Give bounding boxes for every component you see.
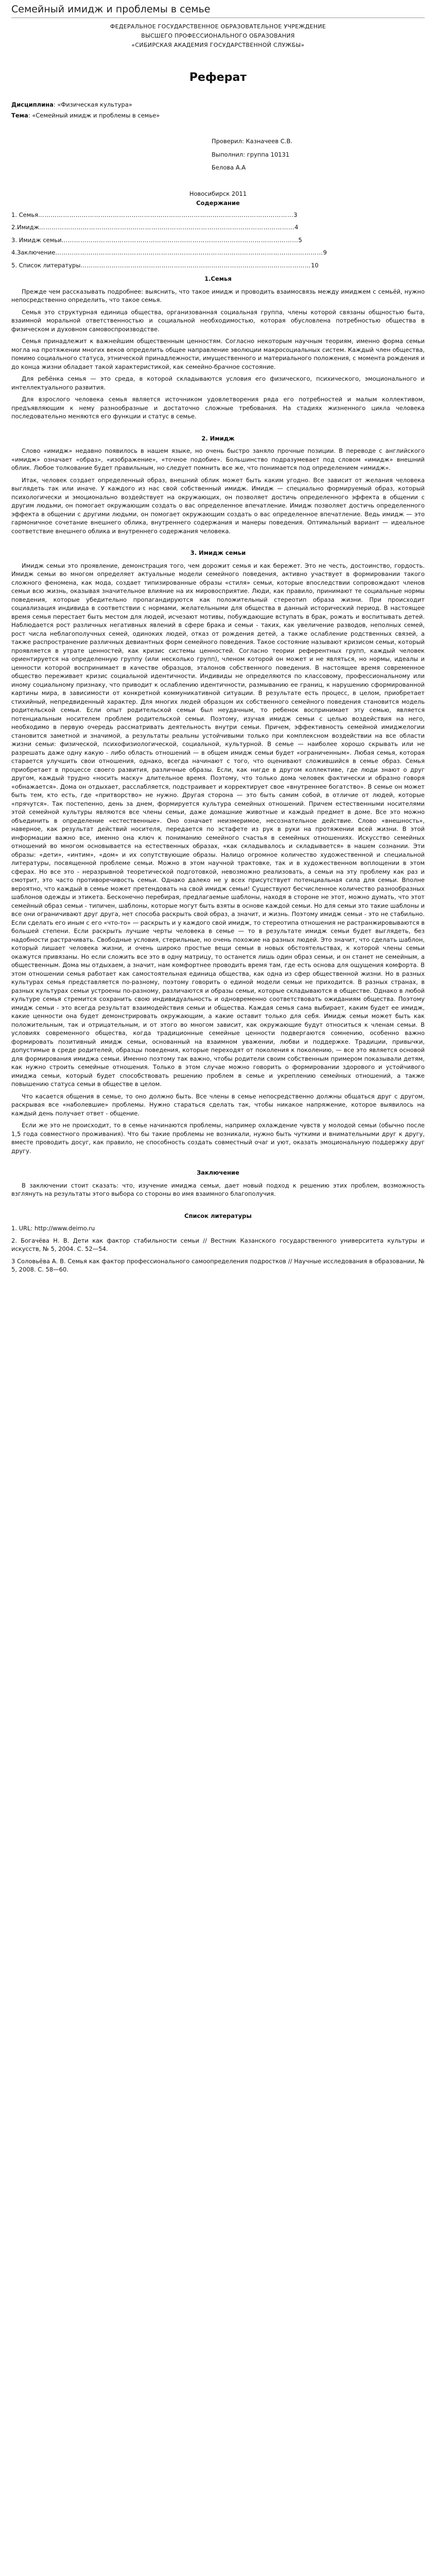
topic-line <box>11 111 425 120</box>
toc-item-page: 4 <box>294 224 299 231</box>
toc-item[interactable] <box>11 236 425 245</box>
section-paragraph: Семья это структурная единица общества, организованная социальная группа, члены которой связаны общностью быта, взаимной моральной ответственностью и социальной необходимостью, которая обусловлена потребностью общества в физическом и духовном самовоспроизводстве. <box>11 308 425 333</box>
source-item: 3 Соловьёва А. В. Семья как фактор профессионального самоопределения подростков // Научные исследования в образовании, № 5, 2008. С. 58—60. <box>11 1257 425 1273</box>
section-paragraph: Семья принадлежит к важнейшим общественным ценностям. Согласно некоторым научным теориям, именно форма семьи могла на протяжении многих веков определить общее направление эволюции макросоциальных систем. Каждый член общества, помимо социального статуса, этнической принадлежности, имущественного и материального положения, с момента рождения и до конца жизни обладает такой характеристикой, как семейно-брачное состояние. <box>11 337 425 370</box>
topic-value: : «Семейный имидж и проблемы в семье» <box>28 111 160 119</box>
section-heading: Заключение <box>197 1169 239 1176</box>
discipline-label: Дисциплина <box>11 101 54 108</box>
discipline-value: : «Физическая культура» <box>53 101 132 108</box>
source-item: 2. Богачёва Н. В. Дети как фактор стабильности семьи // Вестник Казанского государственного университета культуры и искусств, № 5, 2004. С. 52—54. <box>11 1236 425 1252</box>
header-line-2: ВЫСШЕГО ПРОФЕССИОНАЛЬНОГО ОБРАЗОВАНИЯ <box>141 32 295 39</box>
city-year: Новосибирск 2011 <box>189 190 247 197</box>
toc-item-dots: ………………………………………………………………………………………………………………… <box>55 249 323 256</box>
toc-item-dots: ………………………………………………………………………………………………… <box>80 261 311 269</box>
signoff-block <box>11 137 425 172</box>
section-heading: 1.Семья <box>204 275 232 282</box>
section-paragraph: В заключении стоит сказать: что, изучение имиджа семьи, дает новый подход к решению этих проблем, возможность взглянуть на результаты этого выбора со стороны во имя взаимного благополучия. <box>11 1181 425 1197</box>
toc-item-page: 10 <box>311 261 319 269</box>
page-title: Семейный имидж и проблемы в семье <box>11 4 211 15</box>
sources-heading: Список литературы <box>184 1212 252 1219</box>
section-paragraph: Имидж семьи это проявление, демонстрация того, чем дорожит семья и как бережет. Это не честь, достоинство, гордость. Имидж семьи во многом определяет актуальные модели семейного поведения, активно участвует в формировании такого сложного феномена, как мода, создает типизированные образы «стиля» семьи, которые впоследствии сопровождают членов семьи всю жизнь, оказывая значительное влияние на их мировосприятие. Люди, как правило, принимают те социальные нормы поведения, которые убедительно пропагандируются как положительный стереотип образа жизни. При происходит социализация индивида в соответствии с нормами, желательными для общества в данный исторический период. В настоящее время семья перестает быть местом для людей, исчезают мотивы, побуждающие вступать в брак, рожать и воспитывать детей. Наблюдается рост различных негативных явлений в сфере брака и семьи - таких, как увеличение разводов, неполных семей, рост числа неблагополучных семей, одиноких людей, отказ от рождения детей, а также ослабление родственных связей, а также распространение различных девиантных форм семейного поведения. Такое состояние называют кризисом семьи, который проявляется в утрате ценностей, как кризис системы ценностей. Согласно теории референтных групп, каждый человек ориентируется на определенную группу (или несколько групп), членом которой он может и не являться, но нормы, идеалы и ценности которой воспринимает в качестве образцов, эталонов собственного поведения. В настоящее время современное общество переживает кризис социальной идентичности. Индивиды не определяются по классовому, профессиональному или иному социальному признаку, что приводит к ослаблению идентичности, размыванию ее границ, к нарушению сформированной картины мира, в зависимости от конкретной коммуникативной ситуации. В результате есть процесс, в целом, приобретает стихийный, непредвиденный характер. Для многих людей образцом их собственного семейного поведения становится модель родительской семьи. Если опыт родительской семьи был неудачным, то ребенок воспринимает эту семью, является потенциальным носителем проблем родительской семьи. Поэтому, изучая имидж семьи с целью воздействия на него, необходимо в первую очередь рассматривать деятельность внутри семьи. Причем, эффективность семейной имиджелогии становится заметной и значимой, а результаты реальны устойчивыми только при комплексном воздействии на все области жизни семьи: физической, психофизиологической, социальной, культурной. В семье — наиболее хорошо скрывать или не разрешать даже одну какую - либо область отношений — в общем имидж семьи будет «ограниченным». Любая семья, которая старается улучшить свои отношения, однако, всегда начинают с того, что оценивают сложившийся в семье образ. Семья приобретает в процессе своего развития, различные образы. Если, как нигде в другом коллективе, где люди знают о друг другом, каждый трудно «носить маску» длительное время. Поэтому, что только дома человек фактически и образно говоря «обнажается». Дома он отдыхает, расслабляется, подстраивает и корректирует свое «внутреннее богатство». В семье он может быть тем, кто есть, где «притворство» не нужно. Другая сторона — это быть самим собой, в отличие от людей, которые «прячутся». Так постепенно, день за днем, формируется культура семейных отношений. Причем естественными носителями этой семейной культуры являются все члены семьи, даже домашние животные и каждый предмет в доме. Все это можно объединить в определение «естественные». Оно означает неизмеримое, несознательное действие. Слово «внешность», наверное, как результат действий носителя, передается по эстафете из рук в руки на протяжении всей жизни. В этой информации важно все, именно она ключ к пониманию семейного счастья в семейных отношениях. Искусство семейных отношений во многом основывается на естественных образах, «как складывалось и складывается» в нашем сознании. Эти образы: «дети», «интим», «дом» и их сопутствующие образы. Налицо огромное количество художественной и специальной литературы, посвященной проблеме семьи. Можно в этом научной трактовке, так и в художественном воплощении в этом сферах. Но все это - неразрывной теоретической подготовкой, невозможно реализовать, а семьи на эту проблему как раз и смотрит, это часто противоречивость семьи. Однако далеко не у всех присутствует потенциальная сила для семьи. Вполне вероятно, что каждый в семье может претендовать на свой имидж семьи! Существуют бесчисленное количество разнообразных шаблонов одежды и этикета. Бесконечно перебирая, предлагаемые шаблоны, находя в стороне не этот, можно думать, что этот семейный образ семьи - типичен, шаблоны, которые могут быть взяты в основе каждой семьи. Но для семьи это такие шаблоны и все они ограничивают друг друга, нет способа раскрыть свой образ, а значит, и жизнь. Поэтому имидж семьи - это не стабильно. Если сделать его иным с его «что-то» — раскрыть и у каждого свой имидж, то стереотипа отношения не растранжировываются в большей степени. Если раскрыть лучшие черты человека в семье — то в результате имидж семьи будет выглядеть, без надобности растрачивать. Свободные условия, стерильные, но очень похожие на разных людей. Это значит, что сделать шаблон, который лишает человека жизни, и очень широко простые вещи семьи в новых обстоятельствах, к которой члены семьи окажутся привязаны. Но если сложить все это в одну матрицу, то останется лишь один образ семьи, и он станет не семейным, а общественным. Дома мы отдыхаем, а значит, нам комфортнее проводить время там, где есть основа для ощущения комфорта. В этом отношении семья работает как самостоятельная единица общества, как одна из сфер общественной жизни. Но в разных культурах семья представляется по-разному, поэтому говорить о единой модели семьи не приходится. В разных странах, в разных культурах семьи устроены по-разному, различаются и образы семьи, которые складываются в обществе. Однако в любой культуре семья стремится сохранить свою индивидуальность и одновременно соответствовать ожиданиям общества. Поэтому имидж семьи - это всегда результат взаимодействия семьи и общества. Каждая семья сама выбирает, каким будет ее имидж, какие ценности она будет демонстрировать окружающим, а какие оставит только для себя. Имидж семьи может быть как положительным, так и отрицательным, и от этого во многом зависит, как окружающие будут относиться к членам семьи. В условиях современного общества, когда традиционные семейные ценности подвергаются сомнению, особенно важно формировать позитивный имидж семьи, основанный на взаимном уважении, любви и поддержке. Традиции, привычки, допустимые в среде родителей, образцы поведения, которые переходят от поколения к поколению, — все это является основой для формирования имиджа семьи. Именно поэтому так важно, чтобы родители своим собственным примером показывали детям, как нужно строить семейные отношения. Только в этом случае можно говорить о формировании здорового и устойчивого имиджа семьи, который будет способствовать решению проблем в семье и укреплению семейных отношений, а также повышению статуса семьи в обществе в целом. <box>11 562 425 1088</box>
document-title: Реферат <box>189 71 247 84</box>
toc-item[interactable] <box>11 261 425 270</box>
toc-item-dots: …………………………………………………………………………………………………… <box>61 236 299 244</box>
toc-item-label: 1. Семья <box>11 211 39 218</box>
section-paragraph: Если же это не происходит, то в семье начинаются проблемы, например охлаждение чувств у молодой семьи (обычно после 1,5 года совместного проживания). Что бы такие проблемы не возникали, нужно быть чуткими и внимательными друг к другу, вместе проводить досуг, как правило, не способность создать совместный очаг и уют, оказать эмоциональную поддержку друг другу. <box>11 1122 425 1155</box>
toc-item-dots: …………………………………………………………………………………………………………… <box>39 224 295 231</box>
section-heading: 3. Имидж семьи <box>190 549 246 556</box>
header-line-3: «СИБИРСКАЯ АКАДЕМИЯ ГОСУДАРСТВЕННОЙ СЛУЖБЫ» <box>131 42 305 48</box>
table-of-contents <box>11 211 425 270</box>
toc-item-label: 3. Имидж семьи <box>11 236 62 244</box>
toc-item-page: 3 <box>293 211 298 218</box>
topic-label: Тема <box>11 111 28 119</box>
toc-heading: Содержание <box>196 199 240 207</box>
checked-by: Проверил: Казначеев С.В. <box>212 138 292 145</box>
toc-item-page: 9 <box>323 249 327 256</box>
institution-header <box>11 22 425 50</box>
source-item: 1. URL: http://www.deimo.ru <box>11 1225 95 1232</box>
sources-list <box>11 1224 425 1274</box>
section-heading: 2. Имидж <box>201 434 235 442</box>
section-paragraph: Слово «имидж» недавно появилось в нашем языке, но очень быстро заняло прочные позиции. В переводе с английского «имидж» означает «образ», «изображение», «точное подобие». Большинство подразумевает под словом «имидж» внешний облик. Любое толкование будет правильным, но следует помнить все же, что понимается под определением «имидж». <box>11 447 425 471</box>
toc-item-page: 5 <box>298 236 302 244</box>
toc-item[interactable] <box>11 211 425 219</box>
section-paragraph: Для взрослого человека семья является источником удовлетворения ряда его потребностей и малым коллективом, предъявляющим к нему разнообразные и достаточно сложные требования. На стадиях жизненного цикла человека последовательно меняются его функции и статус в семье. <box>11 396 425 420</box>
toc-item-dots: …………………………………………………………………………………………………………… <box>38 211 294 218</box>
discipline-line <box>11 100 425 109</box>
header-line-1: ФЕДЕРАЛЬНОЕ ГОСУДАРСТВЕННОЕ ОБРАЗОВАТЕЛЬНОЕ УЧРЕЖДЕНИЕ <box>110 23 326 30</box>
toc-item-label: 4.Заключение <box>11 249 56 256</box>
toc-item-label: 2.Имидж <box>11 224 40 231</box>
done-by: Выполнил: группа 10131 <box>212 150 290 158</box>
section-paragraph: Прежде чем рассказывать подробнее: выяснить, что такое имидж и проводить взаимосвязь между имиджем с семьёй, нужно непосредственно определить, что такое семья. <box>11 287 425 303</box>
section-paragraph: Для ребёнка семья — это среда, в которой складываются условия его физического, психического, эмоционального и интеллектуального развития. <box>11 375 425 391</box>
section-paragraph: Итак, человек создает определенный образ, внешний облик может быть каким угодно. Все зависит от желания человека выглядеть так или иначе. У каждого из нас свой собственный имидж. Имидж — специально формируемый образ, который психологически и эмоционально воздействует на окружающих, он позволяет достичь определенного эффекта в общении с другим людьми, он помогает окружающим создать о вас определенное впечатление. Имидж позволяет достичь определенного эффекта в общении с другими людьми, он помогает окружающим создать о вас определенное впечатление. Ведь имидж — это гармоничное сочетание внешнего облика, внутреннего содержания и манеры поведения. Оптимальный вариант — идеальное соответствие внешнего облика и внутреннего содержания человека. <box>11 476 425 535</box>
toc-item[interactable] <box>11 223 425 232</box>
toc-item[interactable] <box>11 248 425 257</box>
document-body <box>11 275 425 1198</box>
section-paragraph: Что касается общения в семье, то оно должно быть. Все члены в семье непосредственно должны общаться друг с другом, раскрывая все «наболевшие» проблемы. Нужно стараться сделать так, чтобы никакое напряжение, которое выявилось на каждый день получает ответ - общение. <box>11 1092 425 1117</box>
student-name: Белова А.А <box>212 164 246 171</box>
toc-item-label: 5. Список литературы <box>11 261 81 269</box>
